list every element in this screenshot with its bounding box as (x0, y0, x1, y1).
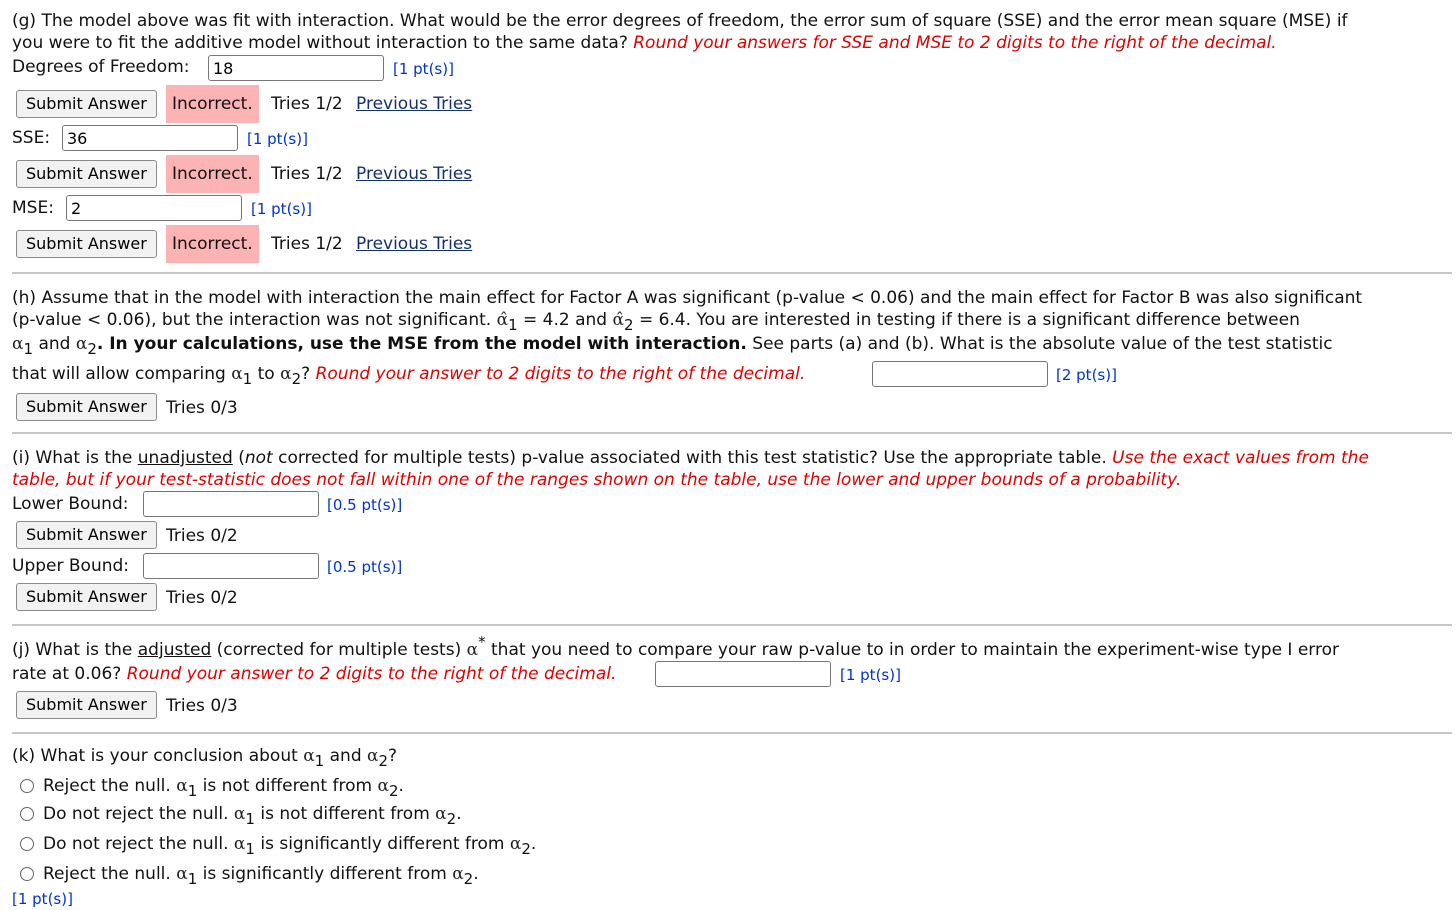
radio-button[interactable] (20, 779, 34, 793)
mse-incorrect-badge: Incorrect. (166, 225, 259, 263)
k-option-3[interactable]: Do not reject the null. $\alpha_1$ is significantly different from $\alpha_2$. (20, 833, 536, 855)
lower-bound-input[interactable] (143, 491, 319, 517)
lower-bound-tries: Tries 0/2 (166, 526, 238, 546)
lower-bound-label: Lower Bound: (12, 494, 129, 514)
mse-points: [1 pt(s)] (251, 200, 312, 218)
upper-bound-tries: Tries 0/2 (166, 588, 238, 608)
sse-tries: Tries 1/2 (271, 164, 343, 184)
i-instruction: table, but if your test-statistic does not fall within one of the ranges shown on the table, use the lower and upper bounds of a probability. (12, 470, 1182, 490)
df-input[interactable] (208, 55, 384, 81)
h-points: [2 pt(s)] (1056, 366, 1117, 384)
df-label: Degrees of Freedom: (12, 57, 190, 77)
k-option-2[interactable]: Do not reject the null. $\alpha_1$ is not different from $\alpha_2$. (20, 803, 462, 825)
h-instruction: Round your answer to 2 digits to the right of the decimal. (315, 364, 806, 384)
k-points: [1 pt(s)] (12, 890, 73, 908)
upper-bound-label: Upper Bound: (12, 556, 130, 576)
mse-label: MSE: (12, 198, 54, 218)
g-question-line2: you were to fit the additive model without interaction to the same data? Round your answers for SSE and MSE to 2 digits to the right of the decimal. (12, 33, 1277, 53)
g-instruction: Round your answers for SSE and MSE to 2 digits to the right of the decimal. (633, 33, 1277, 53)
h-submit-button[interactable]: Submit Answer (16, 393, 157, 421)
sse-input[interactable] (62, 125, 238, 151)
j-tries: Tries 0/3 (166, 696, 238, 716)
upper-bound-submit-button[interactable]: Submit Answer (16, 583, 157, 611)
h-question-line3: $\alpha_1$ and $\alpha_2$. In your calculations, use the MSE from the model with interaction. See parts (a) and (b). What is the absolute value of the test statistic (12, 334, 1333, 358)
h-question-line2: (p-value < 0.06), but the interaction was not significant. $\alphâ_1 = 4.2$ and $\alphâ_2 = 6.4$. You are interested in testing if there is a significant difference between (12, 310, 1300, 334)
df-tries: Tries 1/2 (271, 94, 343, 114)
h-tries: Tries 0/3 (166, 398, 238, 418)
h-question-line1: (h) Assume that in the model with interaction the main effect for Factor A was significant (p-value < 0.06) and the main effect for Factor B was also significant (12, 288, 1363, 308)
divider (12, 732, 1452, 734)
divider (12, 624, 1452, 626)
j-question-line2: rate at 0.06? Round your answer to 2 digits to the right of the decimal. (12, 664, 617, 684)
k-option-4[interactable]: Reject the null. $\alpha_1$ is significantly different from $\alpha_2$. (20, 863, 479, 885)
j-instruction: Round your answer to 2 digits to the right of the decimal. (126, 664, 617, 684)
j-submit-button[interactable]: Submit Answer (16, 691, 157, 719)
lower-bound-submit-button[interactable]: Submit Answer (16, 521, 157, 549)
lower-bound-points: [0.5 pt(s)] (327, 496, 403, 514)
upper-bound-input[interactable] (143, 553, 319, 579)
df-incorrect-badge: Incorrect. (166, 85, 259, 123)
divider (12, 432, 1452, 434)
sse-label: SSE: (12, 128, 51, 148)
radio-button[interactable] (20, 837, 34, 851)
k-question: (k) What is your conclusion about $\alpha_1$ and $\alpha_2$? (12, 746, 398, 770)
mse-previous-tries-link[interactable]: Previous Tries (356, 234, 473, 254)
i-question-line1: (i) What is the unadjusted (not corrected for multiple tests) p-value associated with this test statistic? Use the appropriate table. Use the exact values from the (12, 448, 1369, 468)
radio-button[interactable] (20, 807, 34, 821)
mse-tries: Tries 1/2 (271, 234, 343, 254)
g-question-line1: (g) The model above was fit with interaction. What would be the error degrees of freedom, the error sum of square (SSE) and the error mean square (MSE) if (12, 11, 1348, 31)
divider (12, 272, 1452, 274)
sse-points: [1 pt(s)] (247, 130, 308, 148)
radio-button[interactable] (20, 867, 34, 881)
k-option-1[interactable]: Reject the null. $\alpha_1$ is not different from $\alpha_2$. (20, 775, 404, 797)
j-question-line1: (j) What is the adjusted (corrected for multiple tests) α* that you need to compare your raw p-value to in order to maintain the experiment-wise type I error (12, 633, 1339, 660)
test-statistic-input[interactable] (872, 361, 1048, 387)
sse-incorrect-badge: Incorrect. (166, 155, 259, 193)
mse-input[interactable] (66, 195, 242, 221)
h-question-line4: that will allow comparing $\alpha_1$ to $\alpha_2$? Round your answer to 2 digits to the right of the decimal. (12, 364, 806, 388)
mse-submit-button[interactable]: Submit Answer (16, 230, 157, 258)
upper-bound-points: [0.5 pt(s)] (327, 558, 403, 576)
j-points: [1 pt(s)] (840, 666, 901, 684)
df-points: [1 pt(s)] (393, 60, 454, 78)
sse-previous-tries-link[interactable]: Previous Tries (356, 164, 473, 184)
sse-submit-button[interactable]: Submit Answer (16, 160, 157, 188)
df-previous-tries-link[interactable]: Previous Tries (356, 94, 473, 114)
adjusted-alpha-input[interactable] (655, 661, 831, 687)
df-submit-button[interactable]: Submit Answer (16, 90, 157, 118)
